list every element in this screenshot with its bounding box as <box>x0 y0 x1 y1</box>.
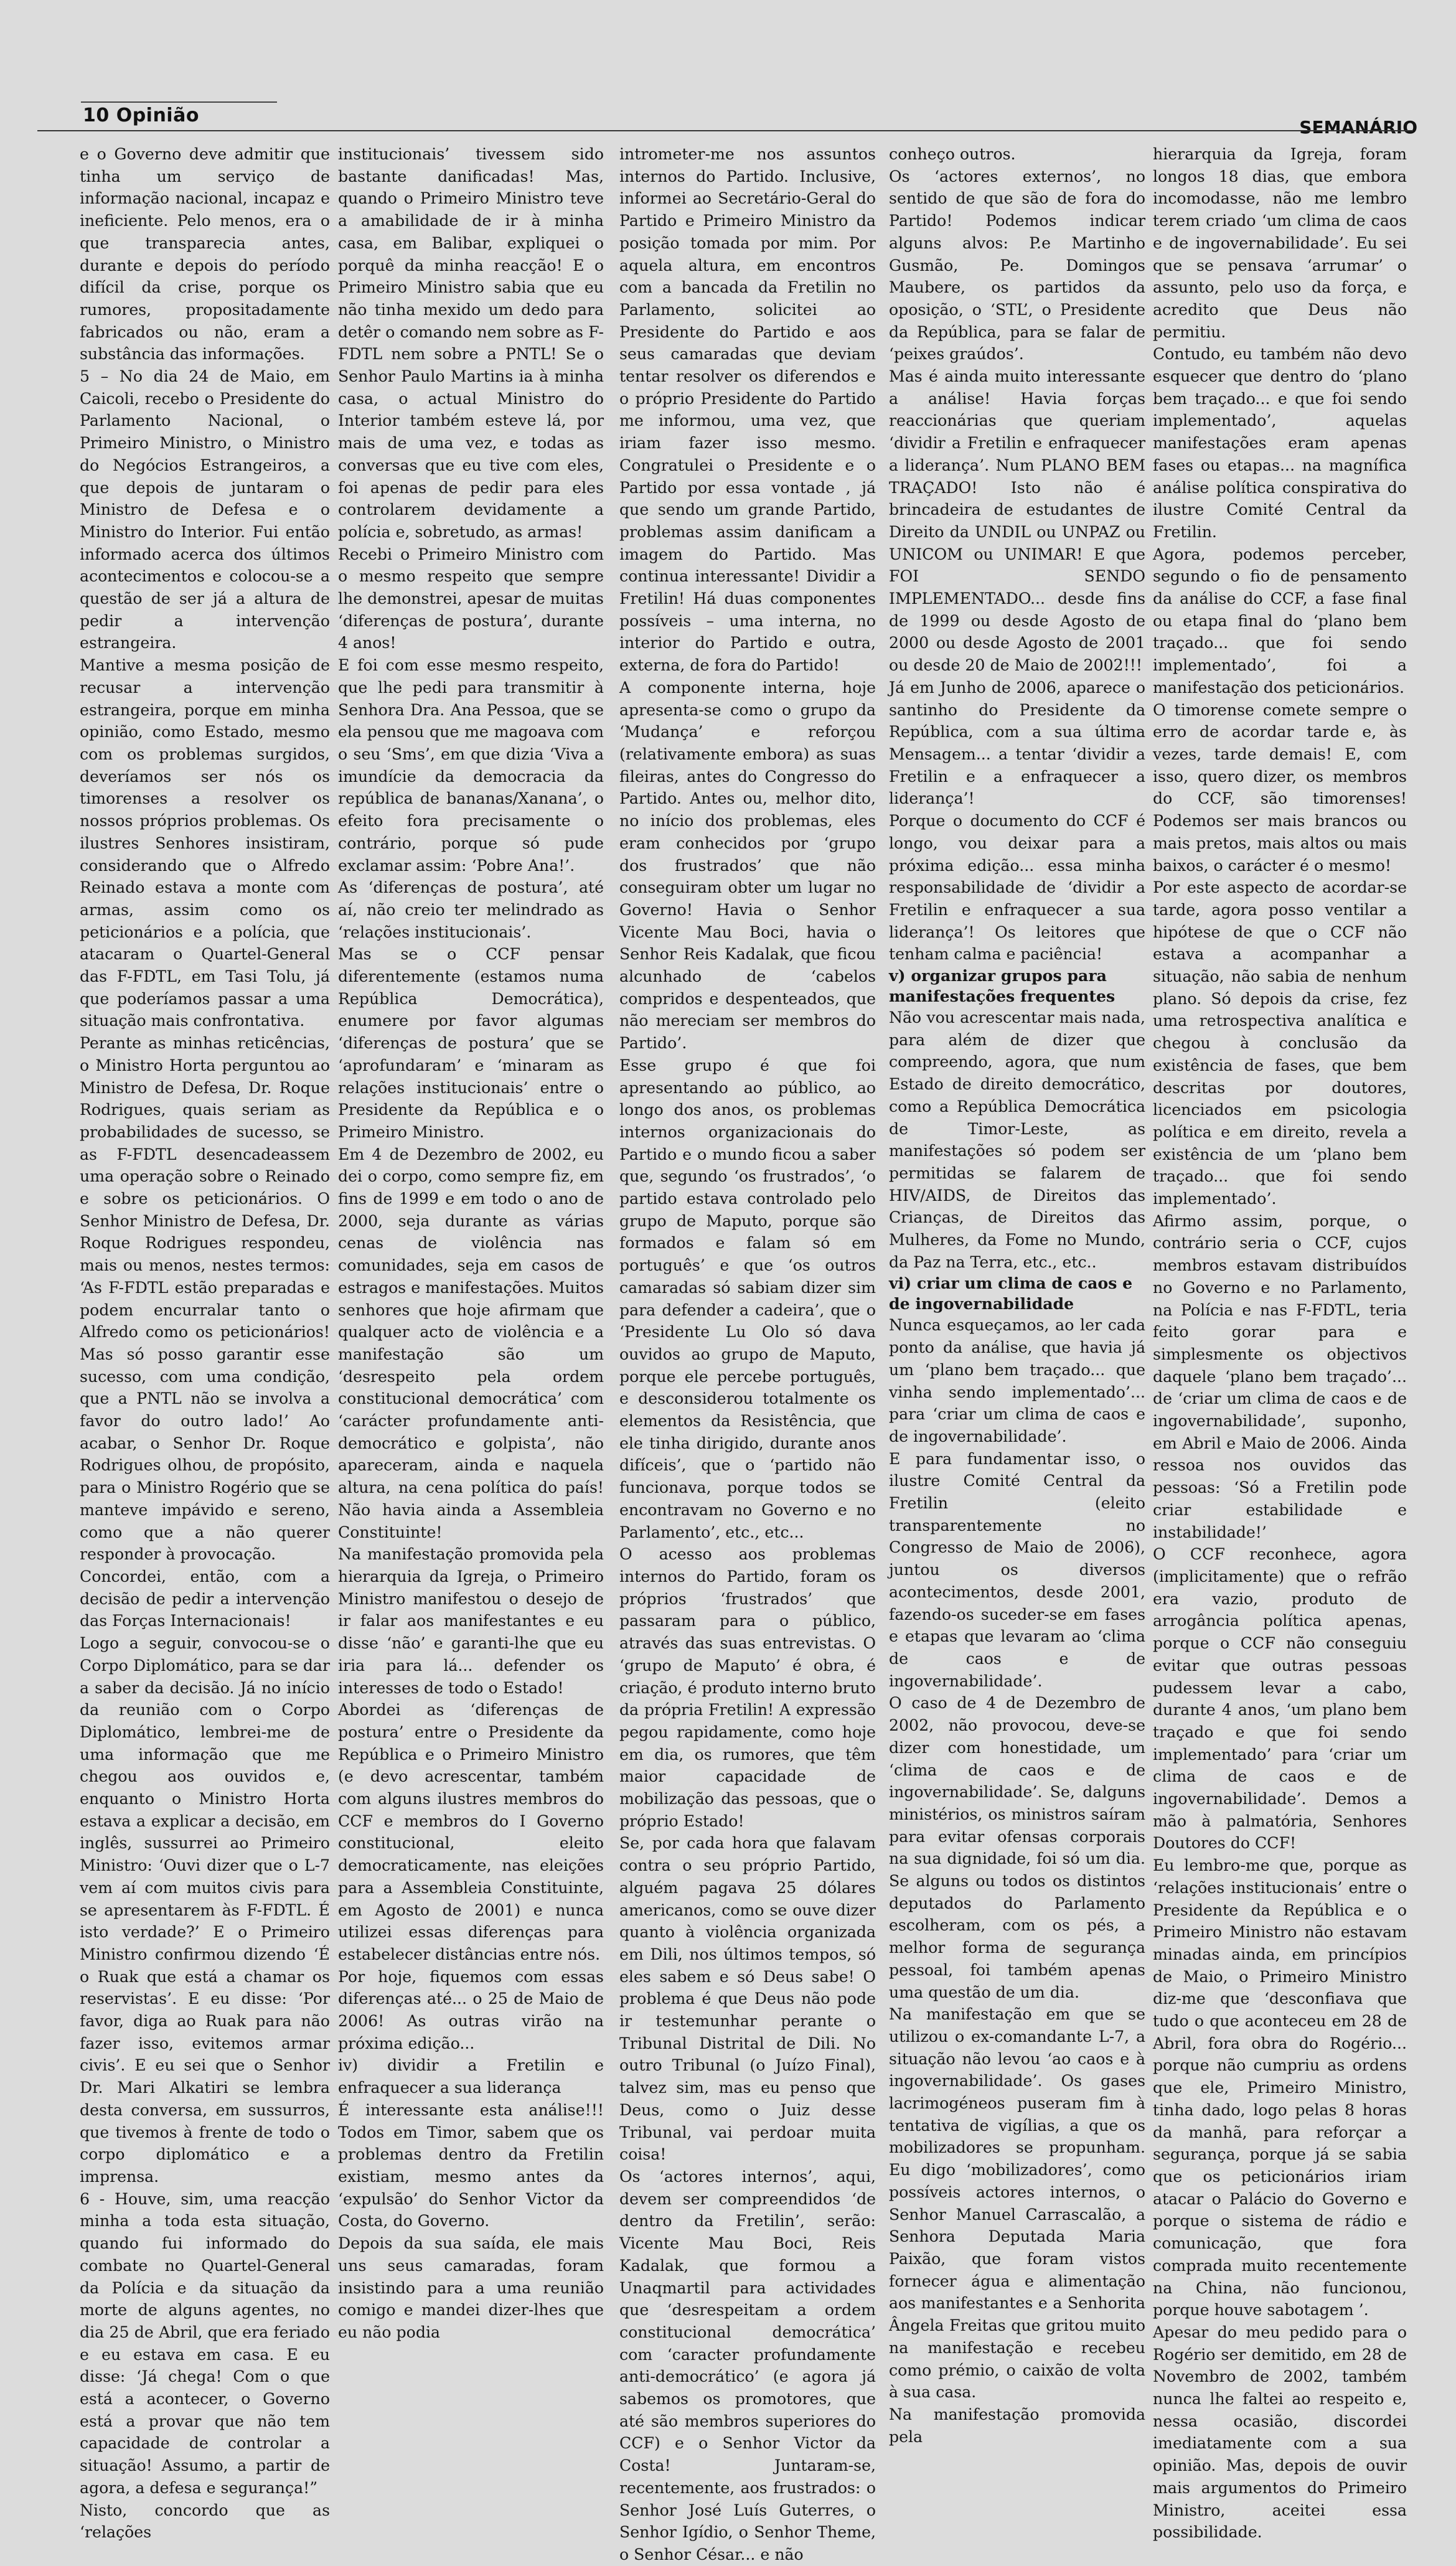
paragraph: E foi com esse mesmo respeito, que lhe pedi para transmitir à Senhora Dra. Ana Pessoa, que se ela pensou que me magoava com o seu ‘Sms’, em que dizia ‘Viva a imundície da democracia da república de bananas/Xanana’, o efeito fora precisamente o contrário, porque só pude exclamar assim: ‘Pobre Ana!’. <box>338 656 604 875</box>
article-column-1 <box>80 143 330 2542</box>
paragraph: Os ‘actores internos’, aqui, devem ser compreendidos ‘de dentro da Fretilin’, serão: Vicente Mau Boci, Reis Kadalak, que formou a Unaqmartil para actividades que ‘desrespeitam a ordem constitucional democrática’ com ‘caracter profundamente anti-democrático’ (e agora já sabemos os promotores, que até são membros superiores do CCF) e o Senhor Victor da Costa! Juntaram-se, recentemente, aos frustrados: o Senhor José Luís Guterres, o Senhor Igídio, o Senhor Theme, o Senhor César... e não <box>619 2167 876 2564</box>
paragraph: O acesso aos problemas internos do Partido, foram os próprios ‘frustrados’ que passaram para o público, através das suas entrevistas. O ‘grupo de Maputo’ é obra, é criação, é produto interno bruto da própria Fretilin! A expressão pegou rapidamente, como hoje em dia, os rumores, que têm maior capacidade de mobilização das pessoas, que o próprio Estado! <box>619 1545 876 1830</box>
paragraph: 6 - Houve, sim, uma reacção minha a toda esta situação, quando fui informado do combate no Quartel-General da Polícia e da situação da morte de alguns agentes, no dia 25 de Abril, que era feriado e eu estava em casa. E eu disse: ‘Já chega! Com o que está a acontecer, o Governo está a provar que não tem capacidade de controlar a situação! Assumo, a partir de agora, a defesa e segurança!” <box>80 2189 330 2497</box>
paragraph: Nunca esqueçamos, ao ler cada ponto da análise, que havia já um ‘plano bem traçado... que vinha sendo implementado’... para ‘criar um clima de caos e de ingovernabilidade’. <box>889 1316 1145 1445</box>
paragraph: Na manifestação promovida pela <box>889 2405 1145 2446</box>
paragraph: Já em Junho de 2006, aparece o santinho do Presidente da República, com a sua última Mensagem... a tentar ‘dividir a Fretilin e a enfraquecer a liderança’! <box>889 678 1145 808</box>
paragraph: Nisto, concordo que as ‘relações <box>80 2501 330 2542</box>
page-label-rule <box>81 101 277 103</box>
paragraph: Se, por cada hora que falavam contra o seu próprio Partido, alguém pagava 25 dólares americanos, como se ouve dizer quanto à violência organizada em Dili, nos últimos tempos, só eles sabem e só Deus sabe! O problema é que Deus não pode ir testemunhar perante o Tribunal Distrital de Dili. No outro Tribunal (o Juízo Final), talvez sim, mas eu penso que Deus, como o Juiz desse Tribunal, vai perdoar muita coisa! <box>619 1834 876 2164</box>
article-column-2 <box>338 143 604 2341</box>
paragraph: As ‘diferenças de postura’, até aí, não creio ter melindrado as ‘relações institucionais’. <box>338 878 604 941</box>
paragraph: Eu lembro-me que, porque as ‘relações institucionais’ entre o Presidente da República e o Primeiro Ministro não estavam minadas ainda, em princípios de Maio, o Primeiro Ministro diz-me que ‘desconfiava que tudo o que aconteceu em 28 de Abril, fora obra do Rogério... porque não cumpriu as ordens que ele, Primeiro Ministro, tinha dado, logo pelas 8 horas da manhã, para reforçar a segurança, porque já se sabia que os peticionários iriam atacar o Palácio do Governo e porque o sistema de rádio e comunicação, que fora comprada muito recentemente na China, não funcionou, porque houve sabotagem ’. <box>1153 1856 1407 2319</box>
paragraph: Mantive a mesma posição de recusar a intervenção estrangeira, porque em minha opinião, como Estado, mesmo com os problemas surgidos, deveríamos ser nós os timorenses a resolver os nossos próprios problemas. Os ilustres Senhores insistiram, considerando que o Alfredo Reinado estava a monte com armas, assim como os peticionários e a polícia, que atacaram o Quartel-General das F-FDTL, em Tasi Tolu, já que poderíamos passar a uma situação mais confrontativa. <box>80 656 330 1030</box>
paragraph: Mas se o CCF pensar diferentemente (estamos numa República Democrática), enumere por favor algumas ‘diferenças de postura’ que se ‘aprofundaram’ e ‘minaram as relações institucionais’ entre o Presidente da República e o Primeiro Ministro. <box>338 945 604 1141</box>
paragraph: É interessante esta análise!!! Todos em Timor, sabem que os problemas dentro da Fretilin existiam, mesmo antes da ‘expulsão’ do Senhor Victor da Costa, do Governo. <box>338 2100 604 2230</box>
paragraph: Na manifestação em que se utilizou o ex-comandante L-7, a situação não levou ‘ao caos e à ingovernabilidade’. Os gases lacrimogéneos puseram fim à tentativa de vigílias, a que os mobilizadores se propunham. Eu digo ‘mobilizadores’, como possíveis actores internos, o Senhor Manuel Carrascalão, a Senhora Deputada Maria Paixão, que foram vistos fornecer água e alimentação aos manifestantes e a Senhorita Ângela Freitas que gritou muito na manifestação e recebeu como prémio, o caixão de volta à sua casa. <box>889 2005 1145 2402</box>
paragraph: conheço outros. <box>889 145 1016 163</box>
paragraph: A componente interna, hoje apresenta-se como o grupo da ‘Mudança’ e reforçou (relativamente embora) as suas fileiras, antes do Congresso do Partido. Antes ou, melhor dito, no início dos problemas, eles eram conhecidos por ‘grupo dos frustrados’ que não conseguiram obter um lugar no Governo! Havia o Senhor Vicente Mau Boci, havia o Senhor Reis Kadalak, que ficou alcunhado de ‘cabelos compridos e despenteados, que não mereciam ser membros do Partido’. <box>619 678 876 1053</box>
paragraph: Perante as minhas reticências, o Ministro Horta perguntou ao Ministro de Defesa, Dr. Roque Rodrigues, quais seriam as probabilidades de sucesso, se as F-FDTL desencadeassem uma operação sobre o Reinado e sobre os peticionários. O Senhor Ministro de Defesa, Dr. Roque Rodrigues respondeu, mais ou menos, nestes termos: ‘As F-FDTL estão preparadas e podem encurralar tanto o Alfredo como os peticionários! Mas só posso garantir esse sucesso, com uma condição, que a PNTL não se involva a favor do outro lado!’ Ao acabar, o Senhor Dr. Roque Rodrigues olhou, de propósito, para o Ministro Rogério que se manteve impávido e sereno, como que a não querer responder à provocação. <box>80 1034 330 1564</box>
paragraph: Mas é ainda muito interessante a análise! Havia forças reaccionárias que queriam ‘dividir a Fretilin e enfraquecer a liderança’. Num PLANO BEM TRAÇADO! Isto não é brincadeira de estudantes de Direito da UNDIL ou UNPAZ ou UNICOM ou UNIMAR! E que FOI SENDO IMPLEMENTADO... desde fins de 1999 ou desde Agosto de 2000 ou desde Agosto de 2001 ou desde 20 de Maio de 2002!!! <box>889 367 1145 675</box>
paragraph: Não vou acrescentar mais nada, para além de dizer que compreendo, agora, que num Estado de direito democrático, como a República Democrática de Timor-Leste, as manifestações só podem ser permitidas se falarem de HIV/AIDS, de Direitos das Crianças, de Direitos das Mulheres, da Fome no Mundo, da Paz na Terra, etc., etc.. <box>889 1008 1145 1271</box>
paragraph: Recebi o Primeiro Ministro com o mesmo respeito que sempre lhe demonstrei, apesar de muitas ‘diferenças de postura’, durante 4 anos! <box>338 545 604 652</box>
paragraph: Depois da sua saída, ele mais uns seus camaradas, foram insistindo para a uma reunião comigo e mandei dizer-lhes que eu não podia <box>338 2234 604 2341</box>
paragraph: Afirmo assim, porque, o contrário seria o CCF, cujos membros estavam distribuídos no Governo e no Parlamento, na Polícia e nas F-FDTL, teria feito gorar para e simplesmente os objectivos daquele ‘plano bem traçado’... de ‘criar um clima de caos e de ingovernabilidade’, suponho, em Abril e Maio de 2006. Ainda ressoa nos ouvidos das pessoas: ‘Só a Fretilin pode criar estabilidade e instabilidade!’ <box>1153 1211 1407 1541</box>
article-column-5 <box>1153 143 1407 2542</box>
paragraph: O caso de 4 de Dezembro de 2002, não provocou, deve-se dizer com honestidade, um ‘clima de caos e de ingovernabilidade’. Se, dalguns ministérios, os ministros saíram para evitar ofensas corporais na sua dignidade, foi só um dia. Se alguns ou todos os distintos deputados do Parlamento escolheram, com os pés, a melhor forma de segurança pessoal, foi também apenas uma questão de um dia. <box>889 1694 1145 2001</box>
paragraph: 5 – No dia 24 de Maio, em Caicoli, recebo o Presidente do Parlamento Nacional, o Primeiro Ministro, o Ministro do Negócios Estrangeiros, a que depois de juntaram o Ministro de Defesa e o Ministro do Interior. Fui então informado acerca dos últimos acontecimentos e colocou-se a questão de ser já a altura de pedir a intervenção estrangeira. <box>80 367 330 652</box>
paragraph: e o Governo deve admitir que tinha um serviço de informação nacional, incapaz e ineficiente. Pelo menos, era o que transparecia antes, durante e depois do período difícil da crise, porque os rumores, propositadamente fabricados ou não, eram a substância das informações. <box>80 145 330 364</box>
article-column-3 <box>619 143 876 2564</box>
paragraph: intrometer-me nos assuntos internos do Partido. Inclusive, informei ao Secretário-Geral do Partido e Primeiro Ministro da posição tomada por mim. Por aquela altura, em encontros com a bancada da Fretilin no Parlamento, solicitei ao Presidente do Partido e aos seus camaradas que deviam tentar resolver os diferendos e o próprio Presidente do Partido me informou, uma vez, que iriam fazer isso mesmo. Congratulei o Presidente e o Partido por essa vontade , já que sendo um grande Partido, problemas assim danificam a imagem do Partido. Mas continua interessante! Dividir a Fretilin! Há duas componentes possíveis – uma interna, no interior do Partido e outra, externa, de fora do Partido! <box>619 145 876 675</box>
paragraph: Em 4 de Dezembro de 2002, eu dei o corpo, como sempre fiz, em fins de 1999 e em todo o ano de 2000, seja durante as várias cenas de violência nas comunidades, seja em casos de estragos e manifestações. Muitos senhores que hoje afirmam que qualquer acto de violência e a manifestação são um ‘desrespeito pela ordem constitucional democrática’ com ‘carácter profundamente anti-democrático e golpista’, não apareceram, ainda e naquela altura, na cena política do país! Não havia ainda a Assembleia Constituinte! <box>338 1145 604 1541</box>
paragraph: Concordei, então, com a decisão de pedir a intervenção das Forças Internacionais! <box>80 1567 330 1630</box>
paragraph: O CCF reconhece, agora (implicitamente) que o refrão era vazio, produto de arrogância política apenas, porque o CCF não conseguiu evitar que outras pessoas pudessem levar a cabo, durante 4 anos, ‘um plano bem traçado e que foi sendo implementado’ para ‘criar um clima de caos e de ingovernabilidade’. Demos a mão à palmatória, Senhores Doutores do CCF! <box>1153 1545 1407 1853</box>
paragraph: Esse grupo é que foi apresentando ao público, ao longo dos anos, os problemas internos organizacionais do Partido e o mundo ficou a saber que, segundo ‘os frustrados’, ‘o partido estava controlado pelo grupo de Maputo, porque são formados e falam só em português’ e que ‘os outros camaradas só sabiam dizer sim para defender a cadeira’, que o ‘Presidente Lu Olo só dava ouvidos ao grupo de Maputo, porque ele percebe português, e desconsiderou totalmente os elementos da Resistência, que ele tinha dirigido, durante anos difíceis’, que o ‘partido não funcionava, porque todos se encontravam no Governo e no Parlamento’, etc., etc... <box>619 1056 876 1541</box>
header-rule <box>37 130 1413 131</box>
paragraph: O timorense comete sempre o erro de acordar tarde e, às vezes, tarde demais! E, com isso, quero dizer, os membros do CCF, são timorenses! Podemos ser mais brancos ou mais pretos, mais altos ou mais baixos, o carácter é o mesmo! <box>1153 700 1407 875</box>
paragraph: Porque o documento do CCF é longo, vou deixar para a próxima edição... essa minha responsabilidade de ‘dividir a Fretilin e enfraquecer a sua liderança’! Os leitores que tenham calma e paciência! <box>889 812 1145 964</box>
subheading: v) organizar grupos para manifestações frequentes <box>889 966 1115 1006</box>
paragraph: Agora, podemos perceber, segundo o fio de pensamento da análise do CCF, a fase final ou etapa final do ‘plano bem traçado... que foi sendo implementado’, foi a manifestação dos peticionários. <box>1153 545 1407 697</box>
paragraph: Apesar do meu pedido para o Rogério ser demitido, em 28 de Novembro de 2002, também nunca lhe faltei ao respeito e, nessa ocasião, discordei imediatamente com a sua opinião. Mas, depois de ouvir mais argumentos do Primeiro Ministro, aceitei essa possibilidade. <box>1153 2323 1407 2542</box>
paragraph: hierarquia da Igreja, foram longos 18 dias, que embora incomodasse, não me lembro terem criado ‘um clima de caos e de ingovernabilidade’. Eu sei que se pensava ‘arrumar’ o assunto, pelo uso da força, e acredito que Deus não permitiu. <box>1153 145 1407 341</box>
page-header <box>0 0 1456 149</box>
subheading: vi) criar um clima de caos e de ingovernabilidade <box>889 1274 1133 1314</box>
page-section-label: 10 Opinião <box>83 105 199 126</box>
section-heading: iv) dividir a Fretilin e enfraquecer a sua liderança <box>338 2056 604 2097</box>
paragraph: Contudo, eu também não devo esquecer que dentro do ‘plano bem traçado... e que foi sendo implementado’, aquelas manifestações eram apenas fases ou etapas... na magnífica análise política conspirativa do ilustre Comité Central da Fretilin. <box>1153 345 1407 541</box>
paragraph: Logo a seguir, convocou-se o Corpo Diplomático, para se dar a saber da decisão. Já no início da reunião com o Corpo Diplomático, lembrei-me de uma informação que me chegou aos ouvidos e, enquanto o Ministro Horta estava a explicar a decisão, em inglês, sussurrei ao Primeiro Ministro: ‘Ouvi dizer que o L-7 vem aí com muitos civis para se apresentarem às F-FDTL. É isto verdade?’ E o Primeiro Ministro confirmou dizendo ‘É o Ruak que está a chamar os reservistas’. E eu disse: ‘Por favor, diga ao Ruak para não fazer isso, evitemos armar civis’. E eu sei que o Senhor Dr. Mari Alkatiri se lembra desta conversa, em sussurros, que tivemos à frente de todo o corpo diplomático e a imprensa. <box>80 1634 330 2186</box>
paragraph: Na manifestação promovida pela hierarquia da Igreja, o Primeiro Ministro manifestou o desejo de ir falar aos manifestantes e eu disse ‘não’ e garanti-lhe que eu iria para lá... defender os interesses de todo o Estado! <box>338 1545 604 1697</box>
paragraph: Os ‘actores externos’, no sentido de que são de fora do Partido! Podemos indicar alguns alvos: P.e Martinho Gusmão, Pe. Domingos Maubere, os partidos da oposição, o ‘STL’, o Presidente da República, para se falar de ‘peixes graúdos’. <box>889 167 1145 364</box>
paragraph: institucionais’ tivessem sido bastante danificadas! Mas, quando o Primeiro Ministro teve a amabilidade de ir à minha casa, em Balibar, expliquei o porquê da minha reacção! E o Primeiro Ministro sabia que eu não tinha mexido um dedo para detêr o comando nem sobre as F-FDTL nem sobre a PNTL! Se o Senhor Paulo Martins ia à minha casa, o actual Ministro do Interior também esteve lá, por mais de uma vez, e todas as conversas que eu tive com eles, foi apenas de pedir para eles controlarem devidamente a polícia e, sobretudo, as armas! <box>338 145 604 541</box>
article-column-4 <box>889 143 1145 2446</box>
paragraph: E para fundamentar isso, o ilustre Comité Central da Fretilin (eleito transparentemente no Congresso de Maio de 2006), juntou os diversos acontecimentos, desde 2001, fazendo-os suceder-se em fases e etapas que levaram ao ‘clima de caos e de ingovernabilidade’. <box>889 1449 1145 1690</box>
paragraph: Por este aspecto de acordar-se tarde, agora posso ventilar a hipótese de que o CCF não estava a acompanhar a situação, não sabia de nenhum plano. Só depois da crise, fez uma retrospectiva analítica e chegou à conclusão da existência de fases, que bem descritas por doutores, licenciados em psicologia política e em direito, revela a existência de um ‘plano bem traçado... que foi sendo implementado’. <box>1153 878 1407 1208</box>
publication-name: SEMANÁRIO <box>1299 117 1417 138</box>
paragraph: Abordei as ‘diferenças de postura’ entre o Presidente da República e o Primeiro Ministro (e devo acrescentar, também com alguns ilustres membros do CCF e membros do I Governo constitucional, eleito democraticamente, nas eleições para a Assembleia Constituinte, em Agosto de 2001) e nunca utilizei essas diferenças para estabelecer distâncias entre nós. <box>338 1701 604 1963</box>
paragraph: Por hoje, fiquemos com essas diferenças até... o 25 de Maio de 2006! As outras virão na próxima edição... <box>338 1967 604 2052</box>
